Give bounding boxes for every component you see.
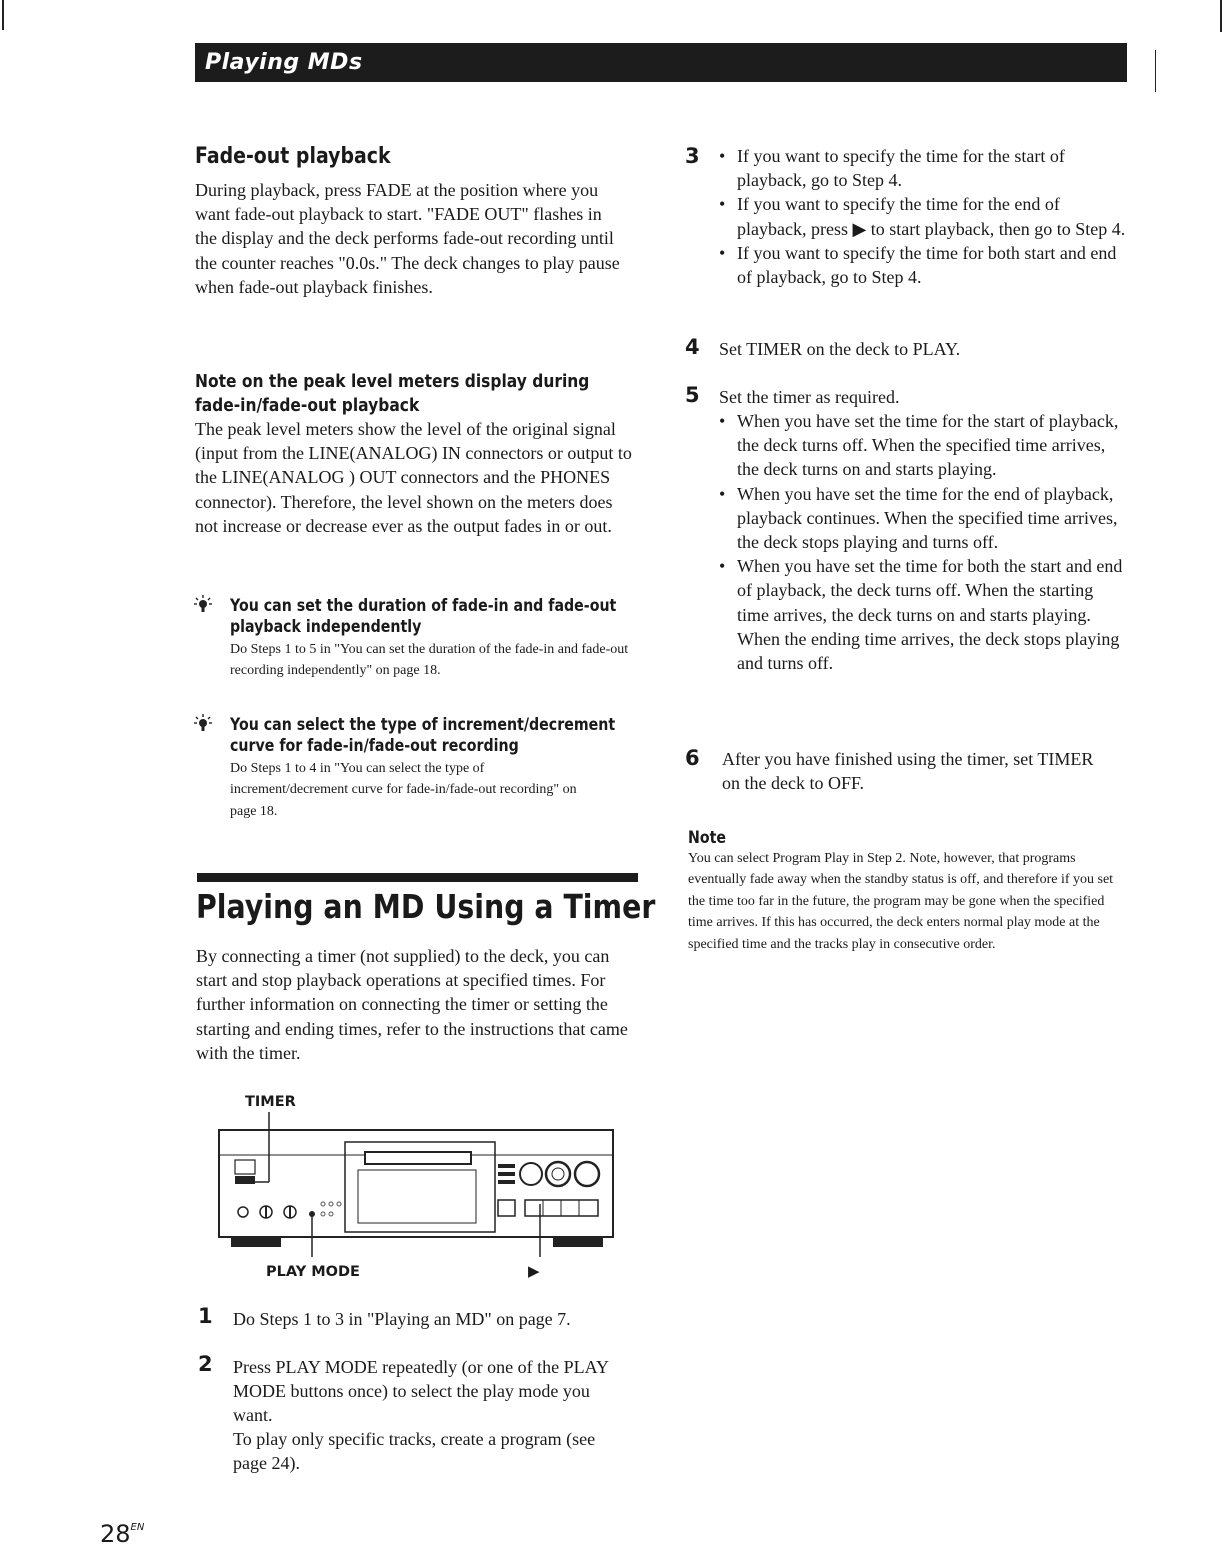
bullet-item: • If you want to specify the time for the start of playback, go to Step 4. [719,144,1129,192]
bullet-item: • When you have set the time for the start of playback, the deck turns off. When the specified time arrives, the deck turns on and starts playing. [719,409,1129,482]
step-number: 3 [685,144,700,168]
step-number: 1 [198,1304,213,1328]
step-2-extra: To play only specific tracks, create a program (see page 24). [233,1429,596,1474]
section-rule [197,873,638,882]
tip-1-title: You can set the duration of fade-in and fade-out playback independently [230,596,617,636]
page-number-value: 28 [100,1520,131,1548]
note-title: Note [688,828,727,847]
bullet-item: • When you have set the time for the end of playback, playback continues. When the specified time arrives, the deck stops playing and turns off. [719,482,1129,555]
fade-out-body: During playback, press FADE at the position where you want fade-out playback to start. "FADE OUT" flashes in the display and the deck performs fade-out recording until the counter reaches "0.0s." The deck changes to play pause when fade-out playback finishes. [195,180,620,297]
play-mode-label: PLAY MODE [266,1264,360,1280]
tip-icon [194,595,212,620]
timer-label: TIMER [245,1094,296,1110]
timer-section-intro: By connecting a timer (not supplied) to the deck, you can start and stop playback operations at specified times. For further information on connecting the timer or setting the starting and ending times, refer to the instructions that came with the timer. [196,946,628,1063]
step-number: 5 [685,383,700,407]
step-2-text: Press PLAY MODE repeatedly (or one of the PLAY MODE buttons once) to select the play mode you want. [233,1357,609,1426]
left-edge-mark [2,0,4,30]
step-5-bullets [719,409,1129,675]
step-6-text: After you have finished using the timer, set TIMER on the deck to OFF. [722,749,1094,794]
fade-out-heading: Fade-out playback [195,144,391,169]
note-body: You can select Program Play in Step 2. Note, however, that programs eventually fade away when the standby status is off, and therefore if you set the time too far in the future, the program may be gone when the specified time arrives. If this has occurred, the deck enters normal play mode at the specified time and the tracks play in consecutive order. [688,851,1114,952]
step-number: 6 [685,746,700,770]
tip-2-title: You can select the type of increment/decrement curve for fade-in/fade-out recording [230,715,616,755]
bullet-item: • When you have set the time for both the start and end of playback, the deck turns off. When the starting time arrives, the deck turns on and starts playing. When the ending time arrives, the deck stops playing and turns off. [719,554,1129,675]
bullet-item: • If you want to specify the time for the end of playback, press ▶ to start playback, then go to Step 4. [719,192,1129,240]
page-header-title: Playing MDs [205,50,363,75]
peak-note-heading: Note on the peak level meters display during fade-in/fade-out playback [195,371,590,416]
page-number-suffix: EN [130,1522,145,1533]
peak-note-body: The peak level meters show the level of the original signal (input from the LINE(ANALOG) IN connectors or output to the LINE(ANALOG ) OUT connectors and the PHONES connector). Therefore, the level shown on the meters does not increase or decrease ever as the output fades in or out. [195,419,632,536]
step-4-text: Set TIMER on the deck to PLAY. [719,339,961,359]
play-symbol-label: ▶ [528,1262,540,1280]
tip-2-body: Do Steps 1 to 4 in "You can select the type of increment/decrement curve for fade-in/fade-out recording" on page 18. [230,761,577,819]
step-5-text: Set the timer as required. [719,387,900,407]
right-edge-mark [1220,0,1222,32]
md-deck-diagram [215,1112,625,1262]
step-number: 2 [198,1352,213,1376]
header-side-mark [1155,50,1156,92]
tip-icon [194,714,212,739]
step-3-bullets [719,144,1129,289]
bullet-item: • If you want to specify the time for both start and end of playback, go to Step 4. [719,241,1129,289]
step-number: 4 [685,335,700,359]
step-1-text: Do Steps 1 to 3 in "Playing an MD" on page 7. [233,1309,571,1329]
tip-1-body: Do Steps 1 to 5 in "You can set the duration of the fade-in and fade-out recording independently" on page 18. [230,642,629,679]
timer-section-title: Playing an MD Using a Timer [196,887,656,926]
page-number [100,1520,144,1548]
